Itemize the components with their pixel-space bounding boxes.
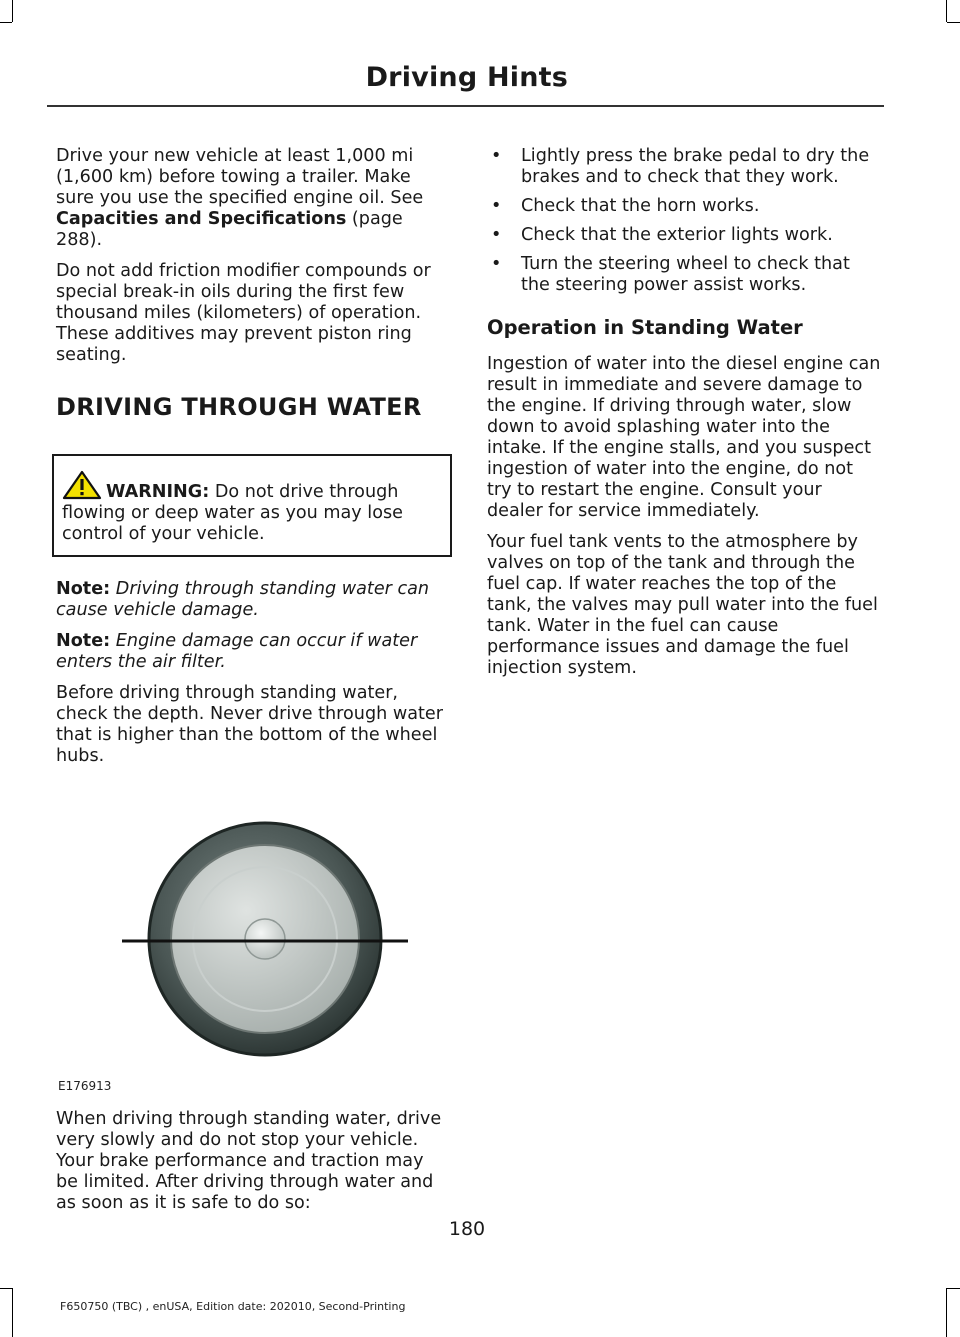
crop-mark	[12, 0, 13, 22]
note-standing-water: Note: Driving through standing water can cause vehicle damage.	[56, 579, 430, 620]
crop-mark	[12, 1288, 13, 1337]
header-divider	[47, 105, 884, 107]
left-column	[56, 146, 448, 1224]
crop-mark	[0, 1288, 12, 1289]
page-number: 180	[448, 1218, 486, 1240]
footer-edition: F650750 (TBC) , enUSA, Edition date: 202010, Second-Printing	[60, 1300, 406, 1313]
list-item: • Lightly press the brake pedal to dry the brakes and to check that they work.	[491, 146, 870, 187]
warning-label: WARNING:	[106, 482, 210, 502]
crop-mark	[947, 22, 960, 23]
crop-mark	[947, 1288, 960, 1289]
paragraph-fuel-tank: Your fuel tank vents to the atmosphere by valves on top of the tank and through the fuel cap. If water reaches the top of the tank, the valves may pull water into the fuel tank. Water in the fuel can cause performance issues and damage the fuel injection system.	[487, 532, 878, 678]
crop-mark	[946, 0, 947, 22]
page-title: Driving Hints	[365, 62, 568, 93]
list-item: • Check that the horn works.	[491, 196, 760, 216]
warning-triangle-icon	[62, 470, 102, 500]
subsection-heading: Operation in Standing Water	[487, 316, 803, 339]
warning-text: Do not drive through flowing or deep water as you may lose control of your vehicle.	[62, 482, 403, 544]
crop-mark	[0, 22, 12, 23]
after-water-checklist	[487, 146, 882, 296]
paragraph-check-depth: Before driving through standing water, check the depth. Never drive through water that is higher than the bottom of the wheel hubs.	[56, 683, 443, 766]
capacities-link[interactable]: Capacities and Specifications	[56, 209, 347, 229]
wheel-figure	[56, 793, 448, 1093]
paragraph-friction-modifier: Do not add friction modifier compounds or special break-in oils during the first few thousand miles (kilometers) of operation. These additives may prevent piston ring seating.	[56, 261, 431, 365]
right-column	[487, 146, 882, 689]
paragraph-break-in: Drive your new vehicle at least 1,000 mi (1,600 km) before towing a trailer. Make sure you use the specified engine oil. See Capacities and Specifications (page 288).	[56, 146, 424, 250]
figure-code: E176913	[58, 1079, 112, 1093]
crop-mark	[946, 1288, 947, 1337]
section-heading: DRIVING THROUGH WATER	[56, 393, 422, 421]
wheel-water-level-icon	[56, 793, 448, 1093]
list-item: • Check that the exterior lights work.	[491, 225, 833, 245]
paragraph-ingestion: Ingestion of water into the diesel engine can result in immediate and severe damage to the engine. If driving through water, slow down to avoid splashing water into the intake. If the engine stalls, and you suspect ingestion of water into the engine, do not try to restart the engine. Consult your dealer for service immediately.	[487, 354, 881, 521]
paragraph-drive-slowly: When driving through standing water, drive very slowly and do not stop your vehicle. Your brake performance and traction may be limited. After driving through water and as soon as it is safe to do so:	[56, 1109, 442, 1213]
note-air-filter: Note: Engine damage can occur if water enters the air filter.	[56, 631, 418, 672]
warning-box	[52, 454, 452, 557]
list-item: • Turn the steering wheel to check that the steering power assist works.	[491, 254, 850, 295]
